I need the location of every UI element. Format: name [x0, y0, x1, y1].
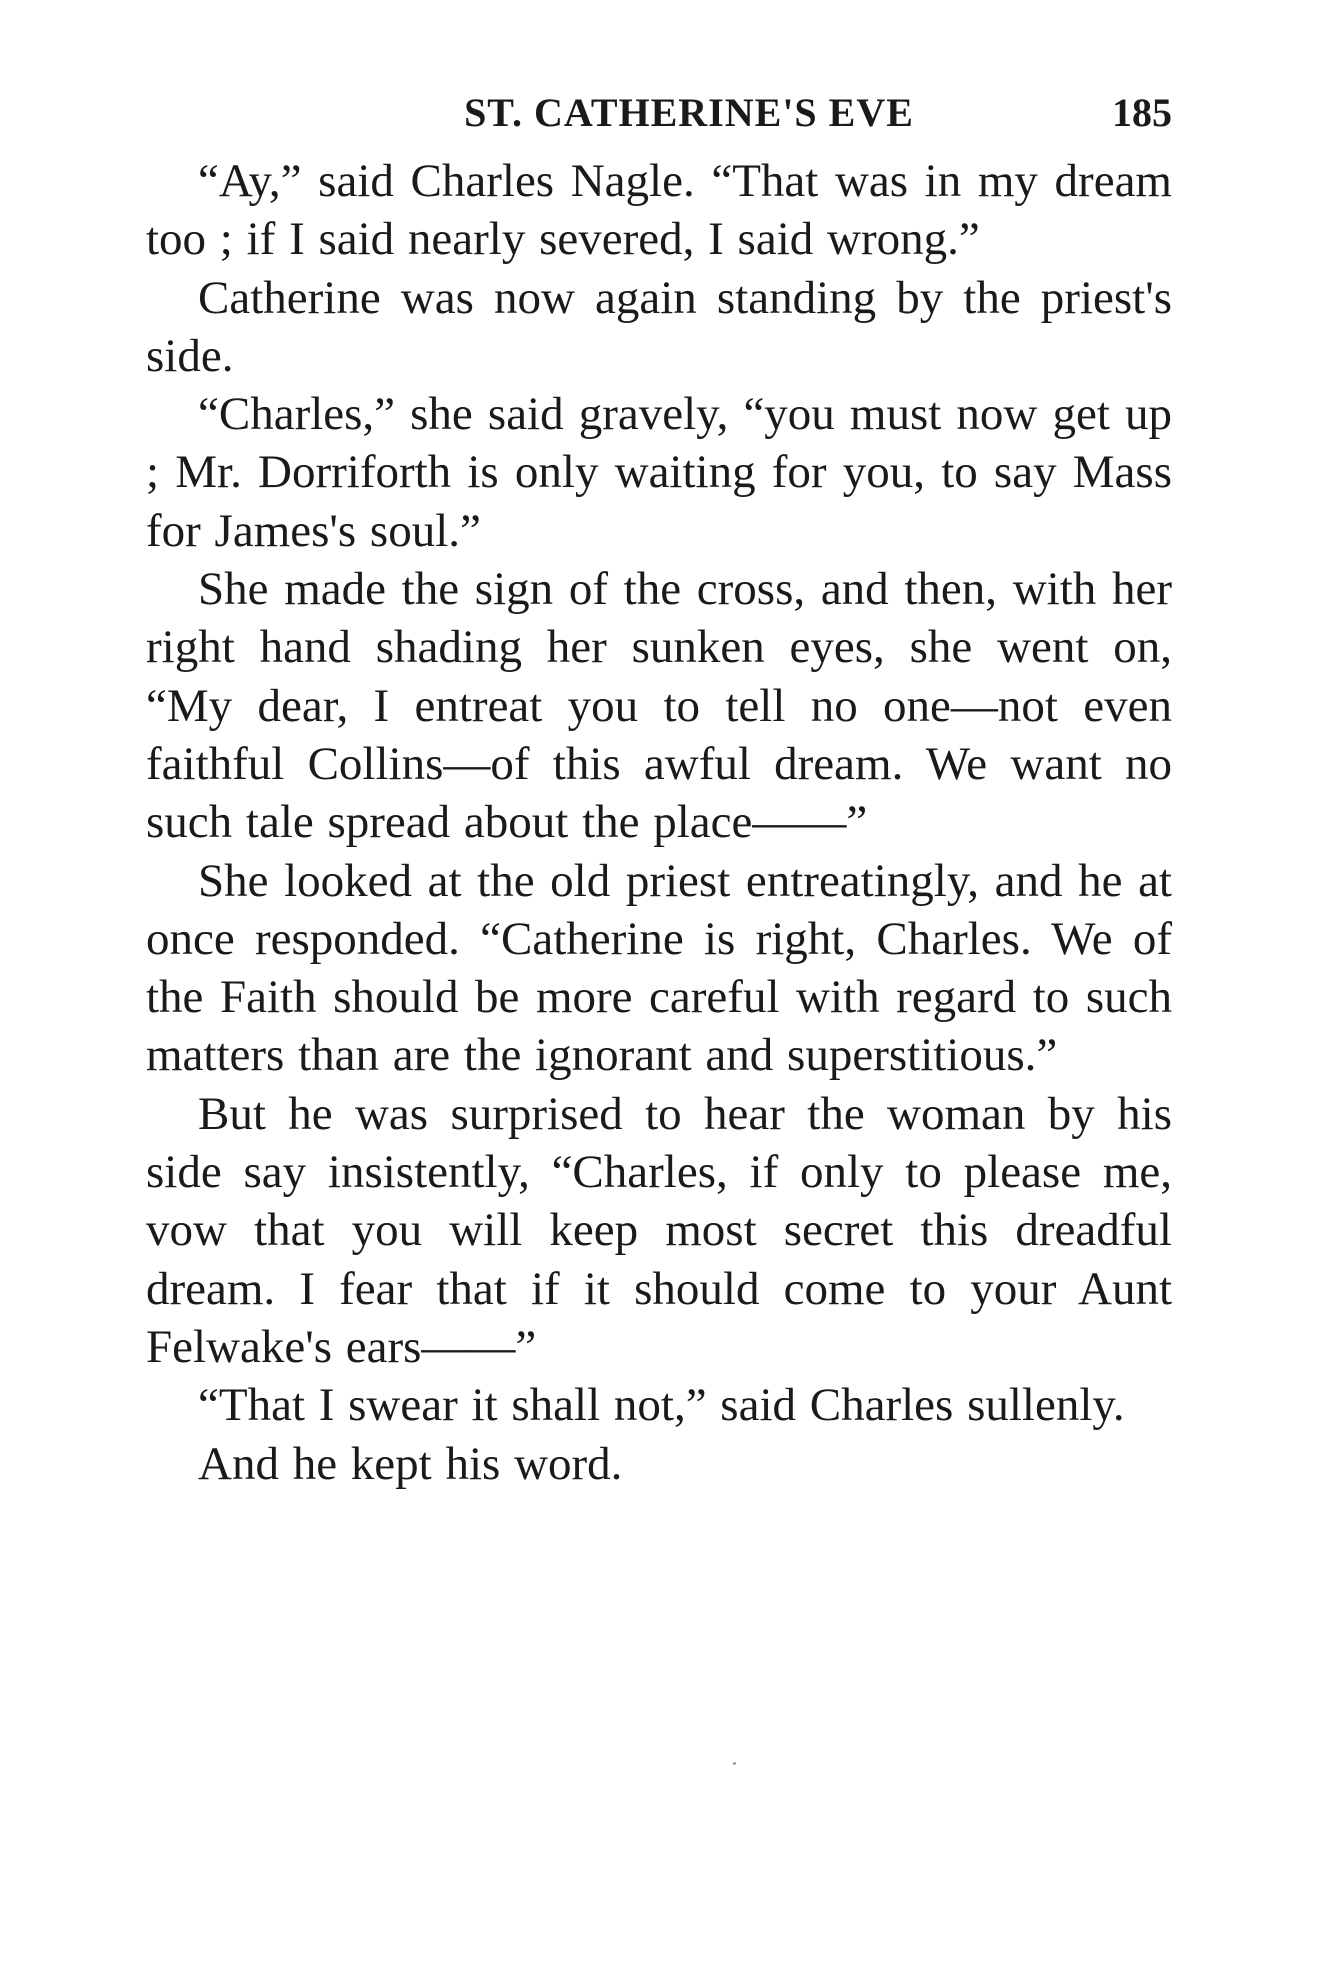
running-title: ST. CATHERINE'S EVE	[464, 90, 914, 135]
body-text	[146, 152, 1172, 1493]
ink-speck	[733, 1762, 736, 1765]
paragraph-8: And he kept his word.	[198, 1437, 623, 1490]
paragraph-1: “Ay,” said Charles Nagle. “That was in my dream too ; if I said nearly severed, I said wrong.”	[146, 155, 1172, 266]
paragraph-7: “That I swear it shall not,” said Charles sullenly.	[198, 1379, 1125, 1432]
page-number: 185	[1112, 90, 1172, 135]
paragraph-4: She made the sign of the cross, and then, with her right hand shading her sunken eyes, she went on, “My dear, I entreat you to tell no one—not even faithful Collins—of this awful dream. We want no such tale spread about the place——”	[146, 563, 1172, 849]
paragraph-5: She looked at the old priest entreatingly, and he at once responded. “Catherine is right, Charles. We of the Faith should be more careful with regard to such matters than are the ignorant and superstitious.”	[146, 854, 1172, 1082]
running-header	[146, 88, 1172, 138]
paragraph-2: Catherine was now again standing by the priest's side.	[146, 271, 1172, 382]
paragraph-6: But he was surprised to hear the woman by his side say insistently, “Charles, if only to please me, vow that you will keep most secret this dreadful dream. I fear that if it should come to your Aunt Felwake's ears——”	[146, 1087, 1172, 1373]
paragraph-3: “Charles,” she said gravely, “you must now get up ; Mr. Dorriforth is only waiting for you, to say Mass for James's soul.”	[146, 388, 1172, 557]
